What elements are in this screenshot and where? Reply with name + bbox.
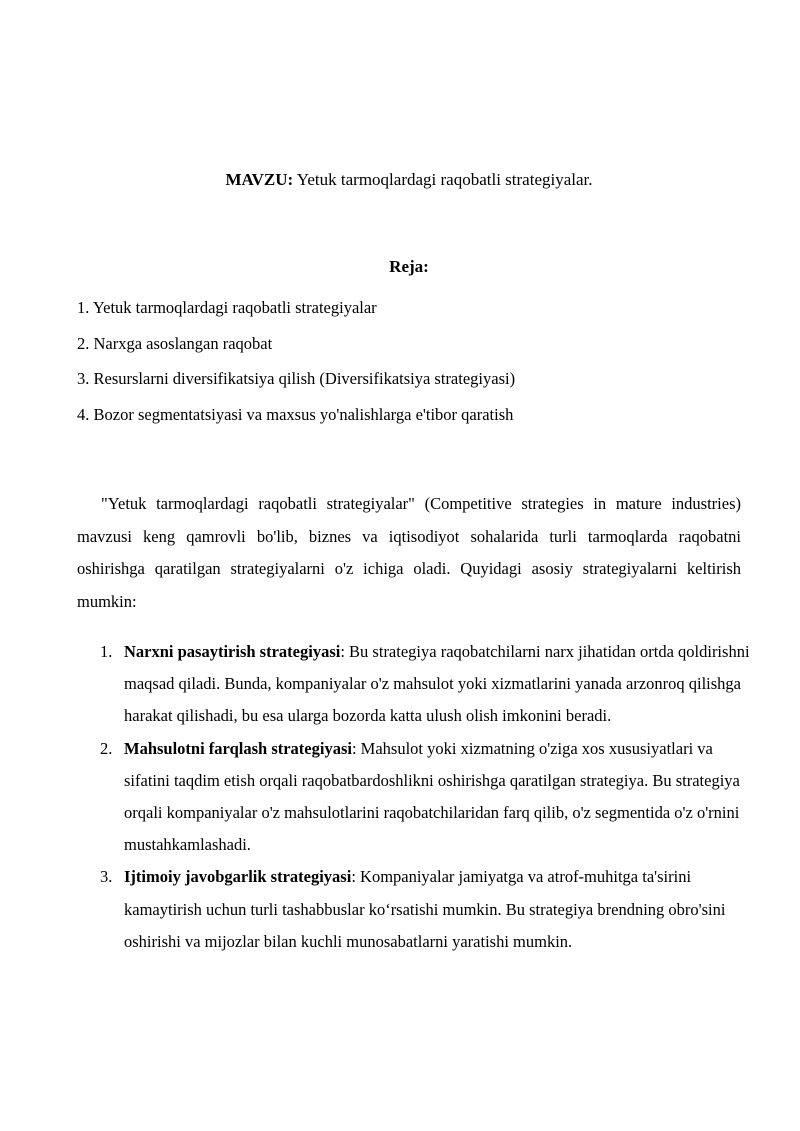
strategy-item-2 <box>77 733 757 862</box>
strategy-description: : Bu strategiya raqobatchilarni narx jihatidan ortda qoldirishni maqsad qiladi. Bunda, kompaniyalar o'z mahsulot yoki xizmatlarini yanada arzonroq qilishga harakat qilishadi, bu esa ularga bozorda katta ulush olish imkonini beradi. <box>124 642 750 726</box>
plan-item-1: 1. Yetuk tarmoqlardagi raqobatli strategiyalar <box>77 298 377 317</box>
strategy-list <box>77 636 757 958</box>
plan-item-2: 2. Narxga asoslangan raqobat <box>77 333 273 353</box>
strategy-description: : Mahsulot yoki xizmatning o'ziga xos xususiyatlari va sifatini taqdim etish orqali raqobatbardoshlikni oshirishga qaratilgan strategiya. Bu strategiya orqali kompaniyalar o'z mahsulotlarini raqobatchilaridan farq qilib, o'z segmentida o'z o'rnini mustahkamlashadi. <box>124 738 740 855</box>
title-label: MAVZU: <box>225 170 294 189</box>
strategy-name: Narxni pasaytirish strategiyasi <box>124 642 341 661</box>
strategy-number: 1. <box>100 642 113 661</box>
strategy-item-1 <box>77 636 757 733</box>
title-text: Yetuk tarmoqlardagi raqobatli strategiyalar. <box>293 170 593 189</box>
plan-heading: Reja: <box>389 257 429 276</box>
plan-item-4: 4. Bozor segmentatsiyasi va maxsus yo'nalishlarga e'tibor qaratish <box>77 404 514 424</box>
strategy-number: 2. <box>100 738 113 758</box>
strategy-item-3 <box>77 861 757 958</box>
plan-item-3: 3. Resurslarni diversifikatsiya qilish (Diversifikatsiya strategiyasi) <box>77 369 516 388</box>
strategy-number: 3. <box>100 867 113 887</box>
strategy-name: Ijtimoiy javobgarlik strategiyasi <box>124 867 352 887</box>
page-title <box>0 168 800 192</box>
intro-paragraph: "Yetuk tarmoqlardagi raqobatli strategiyalar" (Competitive strategies in mature industries) mavzusi keng qamrovli bo'lib, biznes va iqtisodiyot sohalarida turli tarmoqlarda raqobatni oshirishga qaratilgan strategiyalarni o'z ichiga oladi. Quyidagi asosiy strategiyalarni keltirish mumkin: <box>77 494 741 611</box>
strategy-description: : Kompaniyalar jamiyatga va atrof-muhitga ta'sirini kamaytirish uchun turli tashabbuslar koʻrsatishi mumkin. Bu strategiya brendning obro'sini oshirishi va mijozlar bilan kuchli munosabatlarni yaratishi mumkin. <box>124 867 726 951</box>
strategy-name: Mahsulotni farqlash strategiyasi <box>124 738 352 758</box>
plan-list <box>77 296 515 438</box>
